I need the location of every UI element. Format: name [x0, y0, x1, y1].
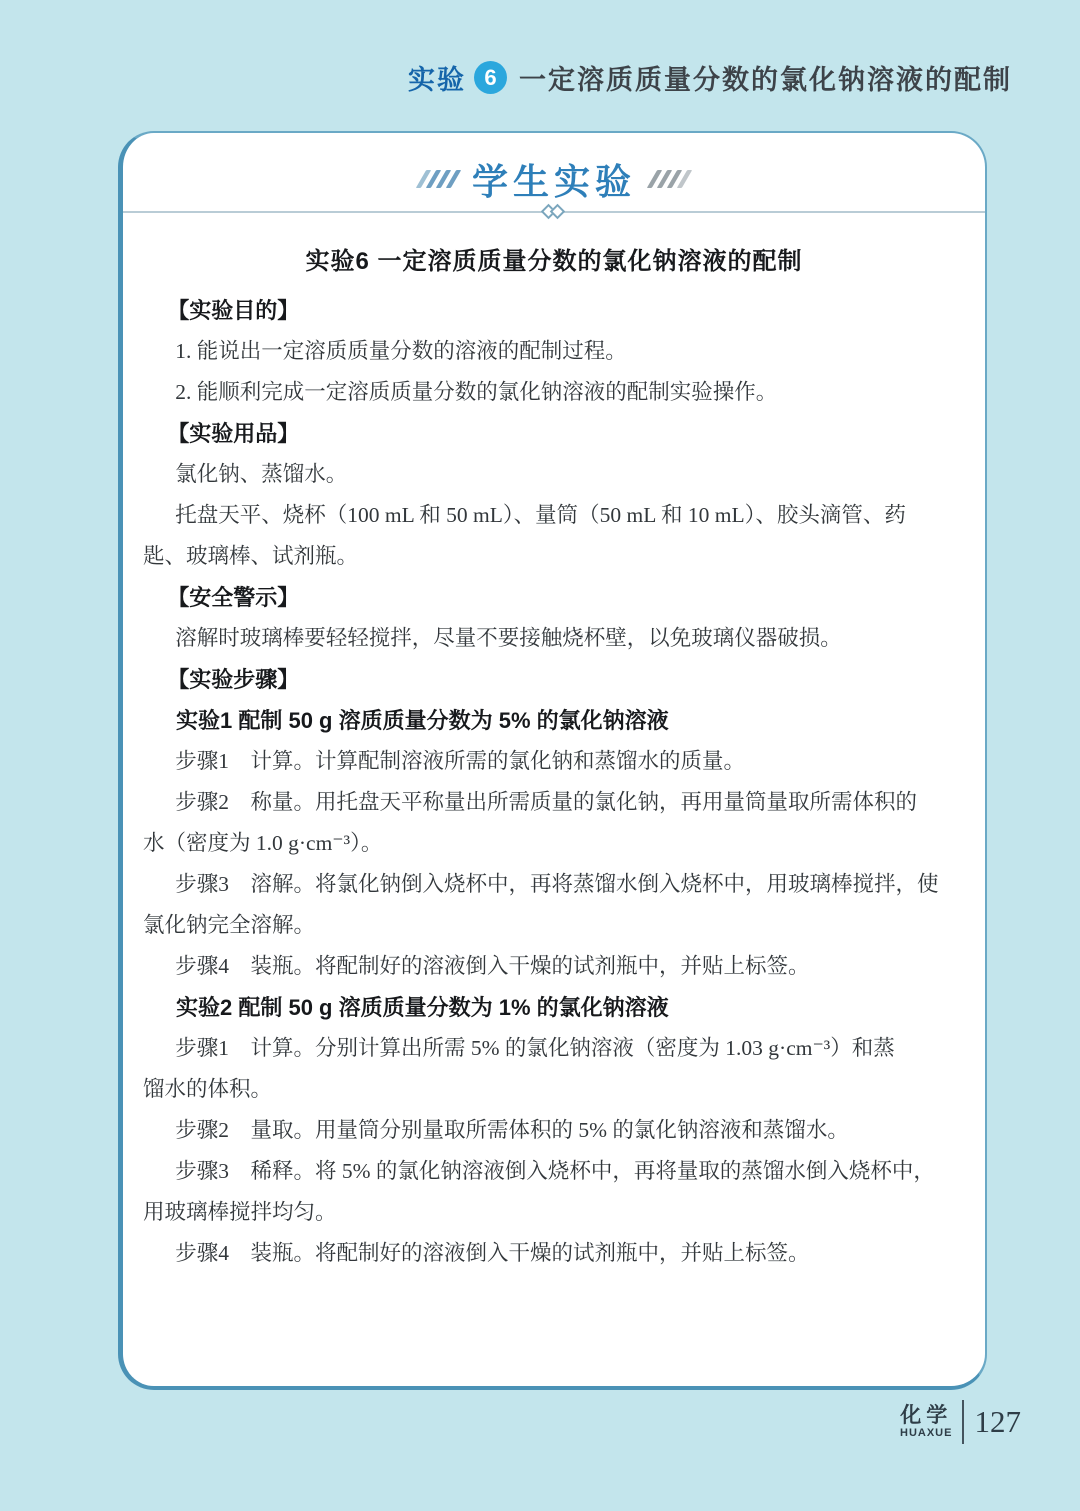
- slash-decoration-icon: [652, 170, 687, 188]
- step-line: 步骤4 装瓶。将配制好的溶液倒入干燥的试剂瓶中，并贴上标签。: [175, 1241, 810, 1265]
- step-line: 步骤4 装瓶。将配制好的溶液倒入干燥的试剂瓶中，并贴上标签。: [175, 954, 810, 978]
- experiment-number-badge: 6: [474, 61, 507, 94]
- section-heading-materials: 【实验用品】: [167, 421, 300, 446]
- experiment-title: 实验6 一定溶质质量分数的氯化钠溶液的配制: [305, 248, 803, 275]
- materials-line: 托盘天平、烧杯（100 mL 和 50 mL）、量筒（50 mL 和 10 mL）、胶头滴管、药: [175, 503, 906, 527]
- materials-line: 氯化钠、蒸馏水。: [175, 462, 348, 486]
- materials-line: 匙、玻璃棒、试剂瓶。: [143, 544, 359, 568]
- step-line: 水（密度为 1.0 g·cm⁻³）。: [143, 831, 383, 855]
- slash-decoration-icon: [421, 170, 456, 188]
- banner-title: 学生实验: [471, 160, 636, 202]
- student-experiment-banner: [123, 155, 985, 203]
- step-line: 步骤2 量取。用量筒分别量取所需体积的 5% 的氯化钠溶液和蒸馏水。: [175, 1118, 849, 1142]
- section-heading-purpose: 【实验目的】: [167, 298, 300, 323]
- step-line: 氯化钠完全溶解。: [143, 913, 316, 937]
- diamond-icon: [550, 204, 566, 220]
- subject-name-en: HUAXUE: [900, 1426, 953, 1439]
- section-divider: [123, 211, 985, 213]
- step-line: 步骤1 计算。分别计算出所需 5% 的氯化钠溶液（密度为 1.03 g·cm⁻³）和蒸: [175, 1036, 895, 1060]
- purpose-item: 2. 能顺利完成一定溶质质量分数的氯化钠溶液的配制实验操作。: [175, 380, 778, 404]
- subject-block: [900, 1405, 952, 1440]
- page-header: [408, 58, 1012, 97]
- subject-name: 化学: [900, 1403, 953, 1427]
- step-line: 馏水的体积。: [143, 1077, 273, 1101]
- step-line: 步骤2 称量。用托盘天平称量出所需质量的氯化钠，再用量筒量取所需体积的: [175, 790, 918, 814]
- purpose-item: 1. 能说出一定溶质质量分数的溶液的配制过程。: [175, 339, 627, 363]
- page-header-title: 一定溶质质量分数的氯化钠溶液的配制: [519, 65, 1012, 95]
- experiment-1-subtitle: 实验1 配制 50 g 溶质质量分数为 5% 的氯化钠溶液: [176, 708, 669, 733]
- section-heading-steps: 【实验步骤】: [167, 667, 300, 692]
- safety-line: 溶解时玻璃棒要轻轻搅拌，尽量不要接触烧杯壁，以免玻璃仪器破损。: [175, 626, 842, 650]
- step-line: 用玻璃棒搅拌均匀。: [143, 1200, 337, 1224]
- experiment-content: [123, 276, 985, 1274]
- step-line: 步骤1 计算。计算配制溶液所需的氯化钠和蒸馏水的质量。: [175, 749, 746, 773]
- step-line: 步骤3 稀释。将 5% 的氯化钠溶液倒入烧杯中，再将量取的蒸馏水倒入烧杯中，: [175, 1159, 935, 1183]
- page-footer: [900, 1400, 1021, 1444]
- page-number: 127: [974, 1404, 1021, 1439]
- section-heading-safety: 【安全警示】: [167, 585, 300, 610]
- experiment-2-subtitle: 实验2 配制 50 g 溶质质量分数为 1% 的氯化钠溶液: [176, 995, 669, 1020]
- experiment-label: 实验: [408, 65, 466, 95]
- content-card: [118, 131, 987, 1390]
- footer-divider: [962, 1400, 964, 1444]
- step-line: 步骤3 溶解。将氯化钠倒入烧杯中，再将蒸馏水倒入烧杯中，用玻璃棒搅拌，使: [175, 872, 939, 896]
